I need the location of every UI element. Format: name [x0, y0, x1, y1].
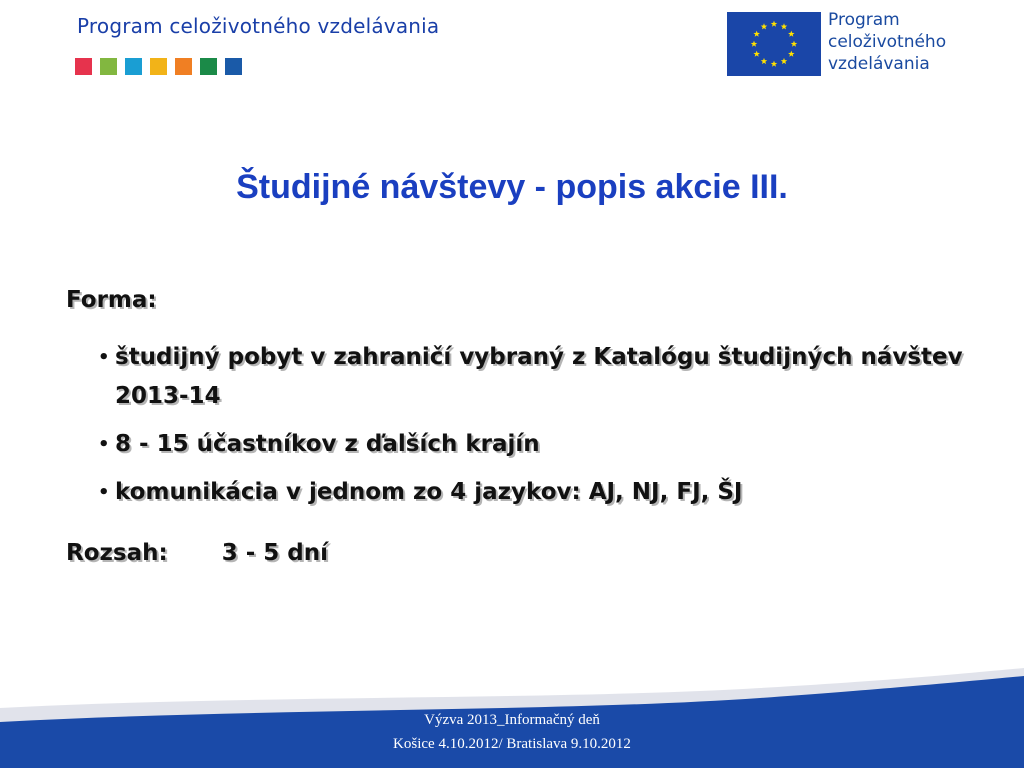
list-item: [98, 425, 978, 464]
bullet-icon: •: [98, 434, 110, 455]
bullet-text: 8 - 15 účastníkov z ďalších krajín: [115, 431, 540, 457]
program-logo-text: [828, 9, 946, 75]
rozsah-row: [66, 540, 328, 566]
logo-line: celoživotného: [828, 32, 947, 52]
footer-text: [0, 708, 1024, 756]
logo-line: Program: [828, 10, 900, 30]
bullet-icon: •: [98, 347, 110, 368]
bullet-list: [98, 338, 978, 521]
rozsah-label: Rozsah:: [66, 540, 168, 566]
color-square: [225, 58, 242, 75]
bullet-text: študijný pobyt v zahraničí vybraný z Katalógu študijných návštev 2013-14: [115, 344, 963, 409]
color-square: [125, 58, 142, 75]
color-square: [200, 58, 217, 75]
bullet-icon: •: [98, 482, 110, 503]
bullet-text: komunikácia v jednom zo 4 jazykov: AJ, NJ, FJ, ŠJ: [115, 479, 743, 505]
eu-flag-icon: [727, 12, 821, 76]
logo-line: vzdelávania: [828, 54, 930, 74]
forma-label: Forma:: [66, 287, 157, 313]
slide-title: Študijné návštevy - popis akcie III.: [236, 168, 788, 206]
footer-line: Košice 4.10.2012/ Bratislava 9.10.2012: [393, 736, 631, 752]
color-square: [100, 58, 117, 75]
color-square: [75, 58, 92, 75]
color-square: [175, 58, 192, 75]
rozsah-value: 3 - 5 dní: [221, 540, 328, 566]
color-squares: [75, 58, 242, 75]
header-program-name: Program celoživotného vzdelávania: [77, 14, 440, 38]
footer-line: Výzva 2013_Informačný deň: [424, 712, 600, 728]
list-item: [98, 473, 978, 512]
list-item: [98, 338, 978, 416]
color-square: [150, 58, 167, 75]
